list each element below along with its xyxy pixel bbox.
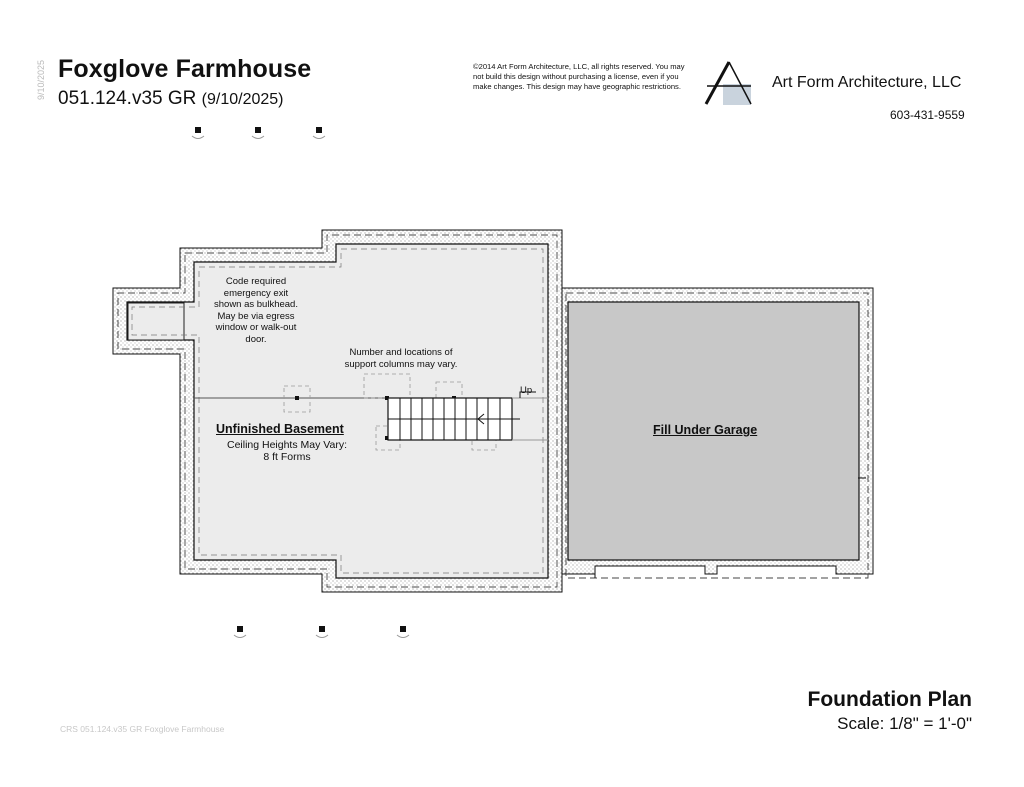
side-date-stamp: 9/10/2025 — [36, 59, 46, 101]
column-marker-icon — [234, 626, 246, 638]
basement-title: Unfinished Basement — [216, 422, 344, 436]
egress-note-line: door. — [245, 333, 267, 345]
top-column-markers — [192, 127, 325, 139]
plan-code-text: 051.124.v35 GR — [58, 88, 197, 109]
egress-note-line: window or walk-out — [215, 322, 297, 333]
sheet-scale: Scale: 1/8" = 1'-0" — [837, 714, 972, 733]
column-marker-icon — [252, 127, 264, 139]
columns-note-line: support columns may vary. — [344, 358, 458, 370]
column-marker-icon — [313, 127, 325, 139]
column-marker-icon — [316, 626, 328, 638]
project-title: Foxglove Farmhouse — [58, 55, 312, 83]
egress-note-line: Code required — [225, 276, 287, 287]
bulkhead — [128, 303, 184, 340]
columns-note-line: Number and locations of — [349, 347, 453, 358]
footer-reference: CRS 051.124.v35 GR Foxglove Farmhouse — [60, 724, 225, 734]
egress-note-line: May be via egress — [217, 310, 295, 322]
basement-subtitle-line: 8 ft Forms — [263, 451, 311, 463]
basement-subtitle — [222, 439, 352, 463]
firm-phone: 603-431-9559 — [890, 108, 965, 122]
copyright-line: not build this design without purchasing a license, even if you — [473, 72, 679, 81]
basement-subtitle-line: Ceiling Heights May Vary: — [226, 439, 348, 451]
plan-date: (9/10/2025) — [201, 91, 284, 108]
column-marker-icon — [397, 626, 409, 638]
sheet-title: Foundation Plan — [807, 688, 972, 711]
column-marker-icon — [192, 127, 204, 139]
egress-note — [204, 276, 308, 345]
garage-label: Fill Under Garage — [653, 423, 758, 437]
egress-note-line: shown as bulkhead. — [214, 299, 298, 310]
support-column — [295, 396, 299, 400]
columns-note — [330, 347, 472, 370]
copyright-line: ©2014 Art Form Architecture, LLC, all rights reserved. You may — [473, 62, 685, 71]
bottom-column-markers — [234, 626, 409, 638]
firm-name: Art Form Architecture, LLC — [772, 74, 962, 91]
stair-up-label: Up — [520, 385, 533, 396]
copyright-line: make changes. This design may have geographic restrictions. — [473, 82, 681, 91]
egress-note-line: emergency exit — [223, 287, 289, 299]
